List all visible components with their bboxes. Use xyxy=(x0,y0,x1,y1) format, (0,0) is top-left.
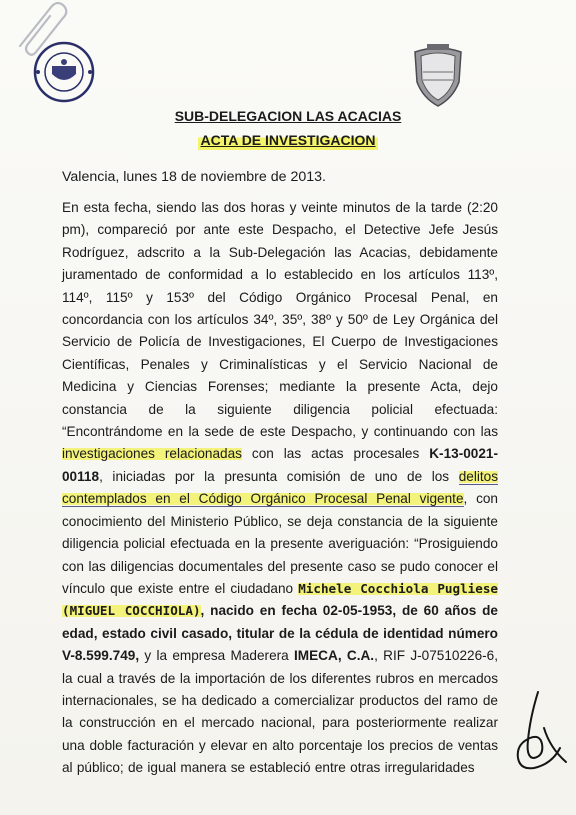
act-title: ACTA DE INVESTIGACION xyxy=(198,128,377,152)
body-text-segment: con las actas procesales xyxy=(241,446,430,462)
police-stamp-seal-icon xyxy=(32,40,96,104)
body-text-segment: , iniciadas por la presunta comisión de uno de los xyxy=(99,468,459,484)
document-body xyxy=(62,197,498,780)
case-number: K-13-0021-00118 xyxy=(62,446,498,484)
date-line: Valencia, lunes 18 de noviembre de 2013. xyxy=(62,169,326,185)
handwritten-signature-icon xyxy=(500,688,570,778)
body-text-segment: , RIF J-07510226-6, la cual a través de la importación de los diferentes rubros en mercados internacionales, se ha dedicado a comercializar productos del ramo de la construcción en el mercado nacional, para posteriormente realizar una doble facturación y elevar en alto porcentaje los precios de ventas al público; de igual manera se estableció entre otras irregularidades xyxy=(62,648,499,776)
cicpc-shield-logo-icon xyxy=(409,42,467,108)
document-headings xyxy=(0,104,576,152)
body-text-segment: , con conocimiento del Ministerio Público, se deja constancia de la siguiente diligencia policial efectuada en la presente averiguación: “Prosiguiendo con las diligencias documentales del presente caso se pudo conocer el vínculo que existe entre el ciudadano xyxy=(62,491,498,596)
person-name: Michele Cocchiola Pugliese (MIGUEL COCCHIOLA) xyxy=(62,580,498,619)
subdelegation-heading: SUB-DELEGACION LAS ACACIAS xyxy=(174,108,402,124)
body-text-segment: y la empresa Maderera xyxy=(139,648,295,664)
highlight-crimes: delitos contemplados en el Código Orgánico Procesal Penal vigente xyxy=(62,468,498,507)
highlight-investigations: investigaciones relacionadas xyxy=(62,446,242,462)
company-name: IMECA, C.A. xyxy=(294,648,375,664)
person-details: , nacido en fecha 02-05-1953, de 60 años de edad, estado civil casado, titular de la cédula de identidad número V-8.599.749, xyxy=(62,603,498,664)
body-paragraph: En esta fecha, siendo las dos horas y veinte minutos de la tarde (2:20 pm), compareció por ante este Despacho, el Detective Jefe Jesús Rodríguez, adscrito a la Sub-Delegación las Acacias, debidamente juramentado de conformidad a lo establecido en los artículos 113º, 114º, 115º y 153º del Código Orgánico Procesal Penal, en concordancia con los artículos 34º, 35º, 38º y 50º de Ley Orgánica del Servicio de Policía de Investigaciones, El Cuerpo de Investigaciones Científicas, Penales y Criminalísticas y el Servicio Nacional de Medicina y Ciencias Forenses; mediante la presente Acta, dejo constancia de la siguiente diligencia policial efectuada: “Encontrándome en la sede de este Despacho, y continuando con las xyxy=(62,200,498,440)
